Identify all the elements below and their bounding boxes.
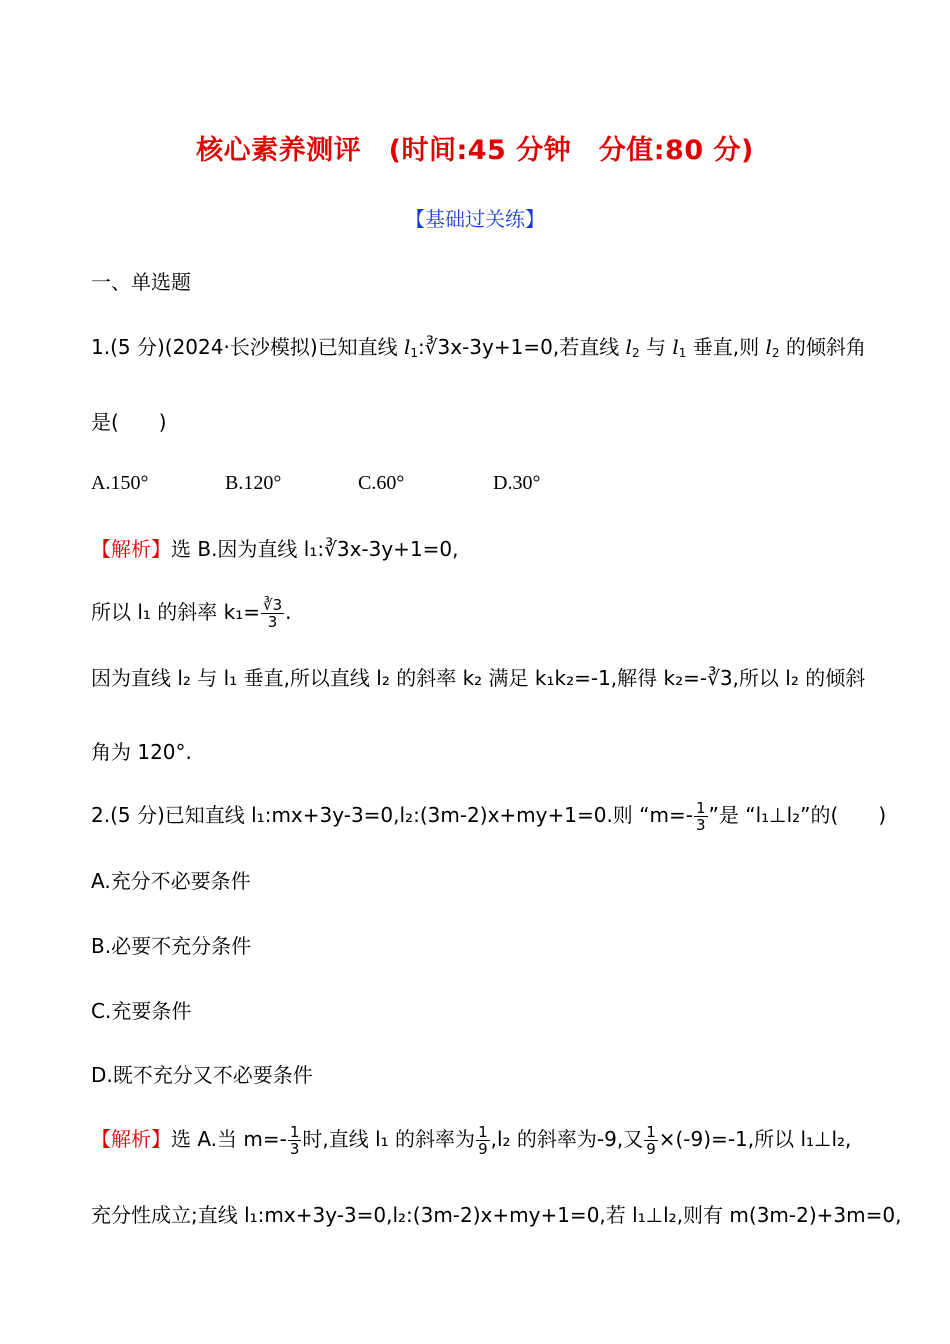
q1-option-d: D.30° [493,472,541,494]
section-tag: 【基础过关练】 [405,207,545,231]
answer-2-line1: 【解析】选 A.当 m=- $\frac{1}{3}$ 时,直线 l₁ 的斜率为 $\frac{1}{9}$ ,l₂ 的斜率为-9,又 $\frac{1}{9}$ ×(-9)=-1,所以 l₁⊥l₂, [91,1123,852,1158]
answer-1-line3: 因为直线 l₂ 与 l₁ 垂直,所以直线 l₂ 的斜率 k₂ 满足 k₁k₂=-1,解得 k₂=-∛3,所以 l₂ 的倾斜 [91,666,866,690]
q2-option-a: A.充分不必要条件 [91,869,251,893]
fraction: $\frac{1}{9}$ [646,1123,656,1158]
q2-option-c: C.充要条件 [91,999,192,1023]
q2-option-b: B.必要不充分条件 [91,934,252,958]
section-heading: 一、单选题 [91,270,191,294]
fraction: $\frac{∛3}{3}$ [263,596,283,631]
q1-option-b: B.120° [225,472,282,494]
question-1-blank: 是( ) [91,410,167,434]
q2-option-d: D.既不充分又不必要条件 [91,1063,313,1087]
fraction: $\frac{1}{9}$ [478,1123,488,1158]
answer-1-line2: 所以 l₁ 的斜率 k₁= $\frac{∛3}{3}$ . [91,596,292,631]
fraction: $\frac{1}{3}$ [289,1123,300,1158]
answer-1-line4: 角为 120°. [91,740,192,764]
q1-option-c: C.60° [358,472,405,494]
fraction: $\frac{1}{3}$ [695,799,706,834]
analysis-tag: 【解析】 [91,1127,171,1151]
page-title: 核心素养测评 (时间:45 分钟 分值:80 分) [196,135,754,166]
q1-option-a: A.150° [91,472,149,494]
answer-1-line1: 【解析】选 B.因为直线 l₁:∛3x-3y+1=0, [91,537,459,561]
question-1-stem: 1.(5 分)(2024·长沙模拟)已知直线 $l_1:∛3x-3y+1=0$,若直线 $l_2$ 与 $l_1$ 垂直,则 $l_2$ 的倾斜角 [91,335,866,360]
question-2-stem: 2.(5 分)已知直线 l₁:mx+3y-3=0,l₂:(3m-2)x+my+1=0.则 “m=- $\frac{1}{3}$ ”是 “l₁⊥l₂”的( ) [91,799,887,834]
analysis-tag: 【解析】 [91,537,171,561]
answer-2-line2: 充分性成立;直线 l₁:mx+3y-3=0,l₂:(3m-2)x+my+1=0,若 l₁⊥l₂,则有 m(3m-2)+3m=0, [91,1203,902,1227]
